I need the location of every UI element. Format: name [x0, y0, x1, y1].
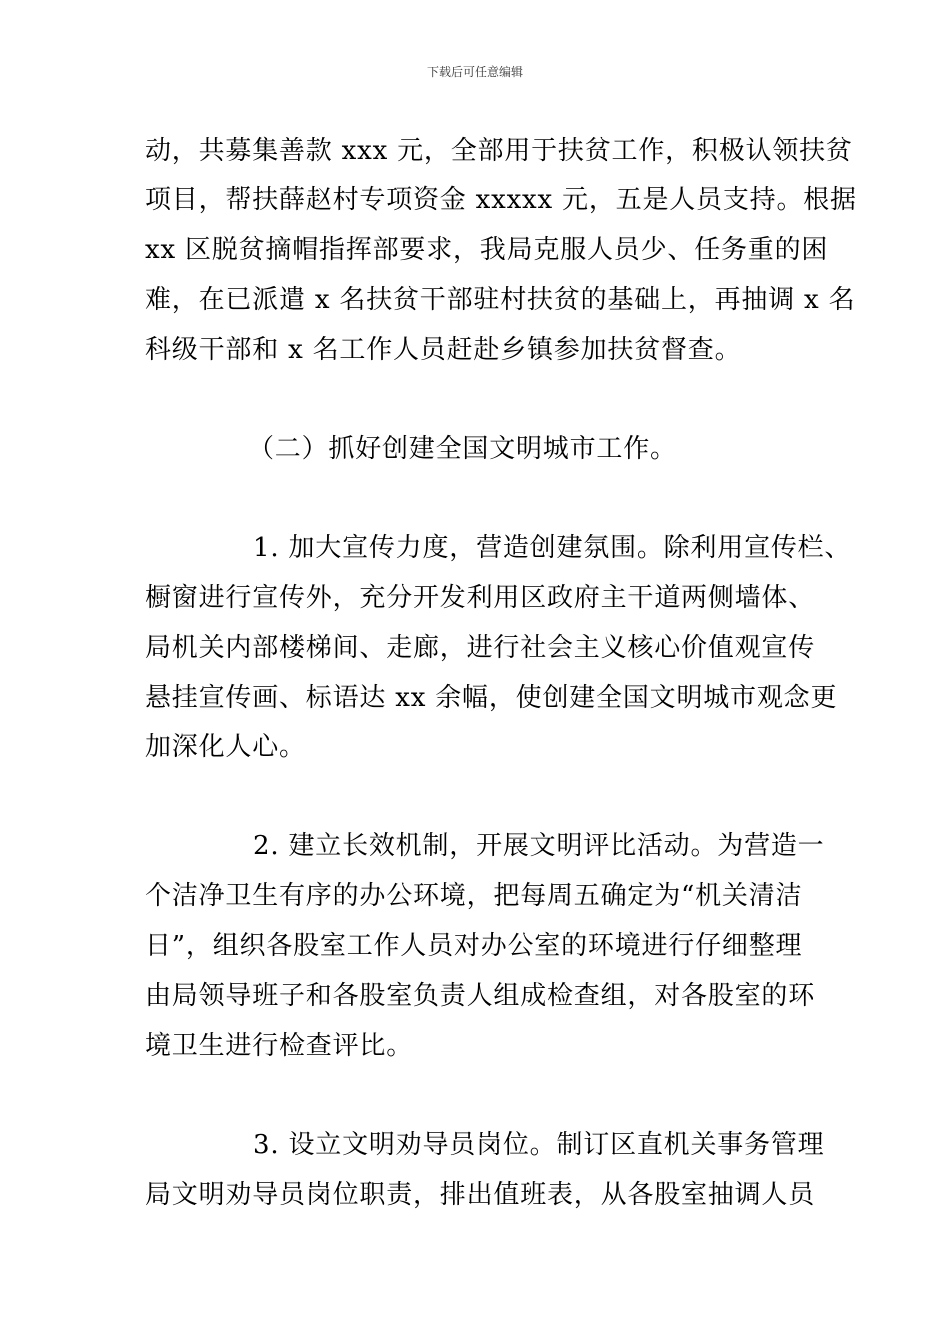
text-line: 悬挂宣传画、标语达 xx 余幅，使创建全国文明城市观念更	[145, 683, 838, 713]
text-line: xx 区脱贫摘帽指挥部要求，我局克服人员少、任务重的困	[145, 235, 829, 265]
text-line: 个洁净卫生有序的办公环境，把每周五确定为“机关清洁	[145, 881, 803, 911]
text-line: 由局领导班子和各股室负责人组成检查组，对各股室的环	[145, 981, 816, 1011]
text-line: 1. 加大宣传力度，营造创建氛围。除利用宣传栏、	[253, 533, 852, 563]
text-line: 加深化人心。	[145, 732, 306, 762]
page-header: 下载后可任意编辑	[426, 65, 523, 79]
text-line: 2. 建立长效机制，开展文明评比活动。为营造一	[253, 831, 825, 861]
text-line: 项目，帮扶薛赵村专项资金 xxxxx 元，五是人员支持。根据	[145, 185, 857, 215]
text-line: 3. 设立文明劝导员岗位。制订区直机关事务管理	[253, 1130, 825, 1160]
text-line: 日”，组织各股室工作人员对办公室的环境进行仔细整理	[145, 931, 803, 961]
section-heading: （二）抓好创建全国文明城市工作。	[248, 434, 677, 464]
text-line: 境卫生进行检查评比。	[145, 1031, 414, 1061]
text-line: 动，共募集善款 xxx 元，全部用于扶贫工作，积极认领扶贫	[145, 136, 853, 166]
text-line: 局文明劝导员岗位职责，排出值班表，从各股室抽调人员	[145, 1180, 816, 1210]
text-line: 橱窗进行宣传外，充分开发利用区政府主干道两侧墙体、	[145, 583, 816, 613]
text-line: 难，在已派遣 x 名扶贫干部驻村扶贫的基础上，再抽调 x 名	[145, 285, 856, 315]
text-line: 科级干部和 x 名工作人员赶赴乡镇参加扶贫督查。	[145, 335, 742, 365]
text-line: 局机关内部楼梯间、走廊，进行社会主义核心价值观宣传	[145, 633, 816, 663]
